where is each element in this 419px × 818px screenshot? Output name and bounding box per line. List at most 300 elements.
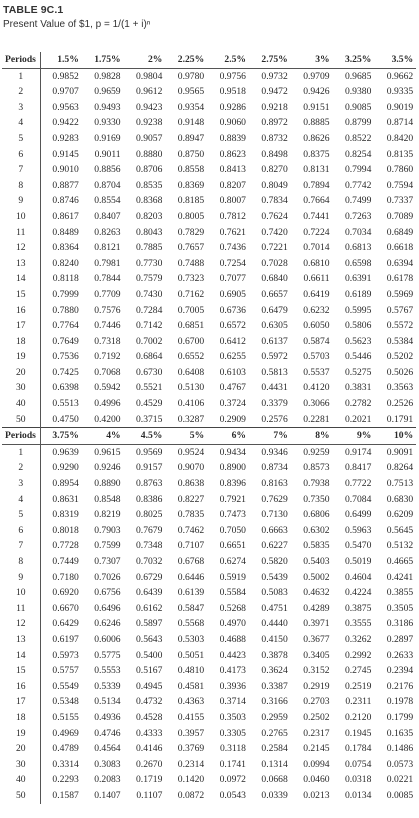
pv-value-cell: 0.6663 [261, 524, 288, 536]
pv-value-cell: 0.7722 [344, 478, 372, 490]
pv-value-cell: 0.8626 [303, 132, 330, 144]
pv-value-cell: 0.8489 [52, 226, 79, 238]
period-number: 40 [2, 772, 40, 788]
pv-value-cell: 0.6756 [94, 587, 121, 599]
rate-header: 4% [82, 428, 124, 445]
pv-value-cell: 0.3379 [261, 398, 288, 410]
table-row [2, 476, 416, 492]
period-number: 9 [2, 570, 40, 586]
pv-value-cell: 0.5002 [303, 571, 330, 583]
pv-value-cell: 0.6050 [303, 320, 330, 332]
pv-value-cell: 0.3677 [303, 633, 330, 645]
pv-value-cell: 0.7579 [136, 273, 163, 285]
pv-value-cell: 0.7981 [94, 257, 121, 269]
pv-value-cell: 0.3262 [344, 633, 372, 645]
table-row [2, 710, 416, 726]
pv-value-cell: 0.6864 [136, 351, 163, 363]
pv-value-cell: 0.2633 [386, 649, 414, 661]
pv-value-cell: 0.2120 [344, 711, 372, 723]
pv-value-cell: 0.9563 [52, 101, 79, 113]
period-number: 12 [2, 240, 40, 256]
pv-value-cell: 0.9148 [177, 117, 205, 129]
pv-value-cell: 0.7441 [303, 210, 330, 222]
pv-value-cell: 0.0213 [303, 789, 330, 801]
pv-value-cell: 0.7077 [219, 273, 246, 285]
pv-value-cell: 0.3166 [261, 696, 288, 708]
period-number: 50 [2, 788, 40, 804]
pv-value-cell: 0.6499 [344, 509, 372, 521]
table-row [2, 396, 416, 412]
pv-value-cell: 0.9804 [136, 70, 163, 82]
rate-header: 2.25% [165, 52, 207, 68]
pv-value-cell: 0.7002 [136, 335, 163, 347]
pv-value-cell: 0.9151 [303, 101, 330, 113]
pv-value-cell: 0.5083 [261, 587, 288, 599]
pv-value-cell: 0.4732 [136, 696, 163, 708]
pv-value-cell: 0.5130 [177, 382, 205, 394]
pv-value-cell: 0.4564 [94, 743, 121, 755]
pv-value-cell: 0.4200 [94, 413, 121, 425]
rate-header: 4.5% [124, 428, 166, 445]
pv-value-cell: 0.4751 [261, 602, 288, 614]
pv-value-cell: 0.9354 [177, 101, 205, 113]
period-number: 7 [2, 538, 40, 554]
pv-value-cell: 0.2782 [344, 398, 372, 410]
table-row [2, 178, 416, 194]
pv-value-cell: 0.5847 [177, 602, 205, 614]
pv-value-cell: 0.2959 [261, 711, 288, 723]
pv-value-cell: 0.5403 [303, 556, 330, 567]
pv-value-cell: 0.9423 [136, 101, 163, 113]
pv-value-cell: 0.9157 [136, 462, 163, 474]
pv-value-cell: 0.5553 [94, 665, 121, 677]
pv-value-cell: 0.9709 [303, 70, 330, 82]
pv-value-cell: 0.9615 [94, 446, 121, 458]
table-row [2, 193, 416, 209]
pv-value-cell: 0.6408 [177, 366, 205, 378]
table-row [2, 147, 416, 163]
pv-value-cell: 0.3936 [219, 680, 246, 692]
pv-value-cell: 0.2293 [52, 774, 79, 786]
pv-value-cell: 0.8554 [94, 195, 121, 207]
pv-value-cell: 0.7032 [136, 556, 163, 567]
period-number: 50 [2, 412, 40, 428]
pv-value-cell: 0.6552 [177, 351, 205, 363]
pv-value-cell: 0.5268 [219, 602, 246, 614]
pv-value-cell: 0.9434 [219, 446, 246, 458]
pv-value-cell: 0.7994 [344, 164, 372, 176]
pv-value-cell: 0.0085 [386, 789, 414, 801]
period-number: 18 [2, 710, 40, 726]
period-number: 1 [2, 444, 40, 460]
pv-value-cell: 0.1407 [94, 789, 121, 801]
pv-value-cell: 0.3971 [303, 618, 330, 630]
table-row [2, 648, 416, 664]
pv-value-cell: 0.5155 [52, 711, 79, 723]
pv-value-cell: 0.2394 [386, 665, 414, 677]
pv-value-cell: 0.3875 [344, 602, 372, 614]
pv-value-cell: 0.3505 [386, 602, 414, 614]
period-number: 6 [2, 523, 40, 539]
pv-value-cell: 0.9145 [52, 148, 79, 160]
pv-value-cell: 0.5400 [136, 649, 163, 661]
pv-value-cell: 0.0668 [261, 774, 288, 786]
rate-header: 1.75% [82, 52, 124, 68]
pv-value-cell: 0.6446 [177, 571, 205, 583]
pv-value-cell: 0.8025 [136, 509, 163, 521]
pv-value-cell: 0.4746 [94, 727, 121, 739]
pv-value-cell: 0.8522 [344, 132, 372, 144]
pv-value-cell: 0.6429 [52, 618, 79, 630]
pv-value-cell: 0.1635 [386, 727, 414, 739]
pv-value-cell: 0.8885 [303, 117, 330, 129]
pv-value-cell: 0.5806 [344, 320, 372, 332]
pv-value-cell: 0.4146 [136, 743, 163, 755]
pv-value-cell: 0.3855 [386, 587, 414, 599]
pv-value-cell: 0.7894 [303, 179, 330, 191]
pv-value-cell: 0.3405 [303, 649, 330, 661]
table-row [2, 585, 416, 601]
table-row [2, 741, 416, 757]
table-row [2, 271, 416, 287]
pv-value-cell: 0.8706 [136, 164, 163, 176]
pv-value-cell: 0.5995 [344, 304, 372, 316]
pv-value-cell: 0.5339 [94, 680, 121, 692]
pv-value-cell: 0.8631 [52, 493, 79, 505]
pv-value-cell: 0.2502 [303, 711, 330, 723]
pv-value-cell: 0.3831 [344, 382, 372, 394]
pv-value-cell: 0.6006 [94, 633, 121, 645]
period-number: 40 [2, 396, 40, 412]
pv-value-cell: 0.8049 [261, 179, 288, 191]
pv-value-cell: 0.8573 [303, 462, 330, 474]
pv-value-cell: 0.9169 [94, 132, 121, 144]
pv-value-cell: 0.4688 [219, 633, 246, 645]
pv-value-cell: 0.9639 [52, 446, 79, 458]
period-number: 5 [2, 507, 40, 523]
pv-value-cell: 0.5874 [303, 335, 330, 347]
table-row [2, 380, 416, 396]
pv-value-cell: 0.5019 [344, 556, 372, 567]
pv-value-cell: 0.8219 [94, 509, 121, 521]
period-number: 17 [2, 694, 40, 710]
period-number: 19 [2, 349, 40, 365]
pv-value-cell: 0.3563 [386, 382, 414, 394]
pv-value-cell: 0.4106 [177, 398, 205, 410]
period-number: 9 [2, 193, 40, 209]
pv-value-cell: 0.7348 [136, 540, 163, 552]
pv-value-cell: 0.7903 [94, 524, 121, 536]
pv-value-cell: 0.9426 [303, 86, 330, 98]
pv-value-cell: 0.2021 [344, 413, 372, 425]
pv-value-cell: 0.7812 [219, 210, 246, 222]
pv-value-cell: 0.8386 [136, 493, 163, 505]
table-row [2, 318, 416, 334]
pv-value-cell: 0.7107 [177, 540, 205, 552]
pv-value-cell: 0.6394 [386, 257, 414, 269]
pv-value-cell: 0.2311 [345, 696, 372, 708]
pv-value-cell: 0.5757 [52, 665, 79, 677]
pv-value-cell: 0.3724 [219, 398, 246, 410]
pv-value-cell: 0.8396 [219, 478, 246, 490]
pv-value-cell: 0.0754 [344, 758, 372, 770]
table-title: TABLE 9C.1 [3, 4, 64, 16]
pv-value-cell: 0.7834 [261, 195, 288, 207]
pv-value-cell: 0.5384 [386, 335, 414, 347]
pv-value-cell: 0.7860 [386, 164, 414, 176]
table-row [2, 679, 416, 695]
table-subtitle: Present Value of $1, p = 1/(1 + i)ⁿ [3, 19, 151, 30]
pv-value-cell: 0.7014 [303, 242, 330, 254]
table-row [2, 100, 416, 116]
pv-value-cell: 0.8121 [94, 242, 121, 254]
pv-value-cell: 0.8856 [94, 164, 121, 176]
period-number: 4 [2, 492, 40, 508]
pv-value-cell: 0.3769 [177, 743, 205, 755]
period-number: 11 [2, 601, 40, 617]
pv-value-cell: 0.4150 [261, 633, 288, 645]
table-row [2, 726, 416, 742]
pv-value-cell: 0.9707 [52, 86, 79, 98]
pv-value-cell: 0.1420 [177, 774, 205, 786]
pv-value-cell: 0.5942 [94, 382, 121, 394]
table-row [2, 507, 416, 523]
period-number: 8 [2, 554, 40, 570]
pv-value-cell: 0.2314 [177, 758, 205, 770]
pv-value-cell: 0.7536 [52, 351, 79, 363]
pv-value-cell: 0.9057 [136, 132, 163, 144]
table-row [2, 303, 416, 319]
pv-value-cell: 0.8043 [136, 226, 163, 238]
period-number: 5 [2, 131, 40, 147]
table-body [2, 52, 416, 804]
pv-value-cell: 0.7446 [94, 320, 121, 332]
pv-value-cell: 0.4529 [136, 398, 163, 410]
pv-value-cell: 0.8947 [177, 132, 205, 144]
table-row [2, 601, 416, 617]
pv-value-cell: 0.9659 [94, 86, 121, 98]
period-number: 20 [2, 365, 40, 381]
pv-value-cell: 0.6851 [177, 320, 205, 332]
pv-value-cell: 0.9569 [136, 446, 163, 458]
pv-value-cell: 0.5969 [386, 288, 414, 300]
pv-value-cell: 0.6255 [219, 351, 246, 363]
pv-value-cell: 0.3314 [52, 758, 79, 770]
periods-header: Periods [2, 428, 40, 445]
pv-value-cell: 0.6657 [261, 288, 288, 300]
pv-value-cell: 0.7430 [136, 288, 163, 300]
pv-value-cell: 0.4423 [219, 649, 246, 661]
pv-value-cell: 0.3957 [177, 727, 205, 739]
pv-value-cell: 0.3287 [177, 413, 205, 425]
pv-value-cell: 0.4241 [386, 571, 414, 583]
pv-value-cell: 0.7594 [386, 179, 414, 191]
pv-value-cell: 0.4120 [303, 382, 330, 394]
rate-header: 3.75% [40, 428, 82, 445]
pv-value-cell: 0.8270 [261, 164, 288, 176]
pv-value-cell: 0.7742 [344, 179, 372, 191]
pv-value-cell: 0.2992 [344, 649, 372, 661]
pv-value-cell: 0.2281 [303, 413, 330, 425]
pv-value-cell: 0.3714 [219, 696, 246, 708]
pv-value-cell: 0.7221 [261, 242, 288, 254]
pv-value-cell: 0.8368 [136, 195, 163, 207]
pv-value-cell: 0.7420 [261, 226, 288, 238]
pv-value-cell: 0.5813 [261, 366, 288, 378]
pv-value-cell: 0.9380 [344, 86, 372, 98]
pv-value-cell: 0.8369 [177, 179, 205, 191]
table-row [2, 570, 416, 586]
pv-value-cell: 0.7028 [261, 257, 288, 269]
pv-value-cell: 0.8558 [177, 164, 205, 176]
period-number: 16 [2, 303, 40, 319]
pv-value-cell: 0.2083 [94, 774, 121, 786]
rate-header: 5% [165, 428, 207, 445]
pv-value-cell: 0.7337 [386, 195, 414, 207]
pv-value-cell: 0.6730 [136, 366, 163, 378]
pv-value-cell: 0.6736 [219, 304, 246, 316]
pv-value-cell: 0.5703 [303, 351, 330, 363]
pv-value-cell: 0.2576 [261, 413, 288, 425]
pv-value-cell: 0.6232 [303, 304, 330, 316]
pv-value-cell: 0.7621 [219, 226, 246, 238]
pv-value-cell: 0.7599 [94, 540, 121, 552]
pv-value-cell: 0.8877 [52, 179, 79, 191]
pv-value-cell: 0.7488 [177, 257, 205, 269]
pv-value-cell: 0.8900 [219, 462, 246, 474]
pv-value-cell: 0.6137 [261, 335, 288, 347]
pv-value-cell: 0.6572 [219, 320, 246, 332]
table-row [2, 554, 416, 570]
pv-value-cell: 0.9565 [177, 86, 205, 98]
period-number: 19 [2, 726, 40, 742]
pv-value-cell: 0.8763 [136, 478, 163, 490]
table-row [2, 632, 416, 648]
pv-value-cell: 0.6670 [52, 602, 79, 614]
pv-value-cell: 0.7026 [94, 571, 121, 583]
pv-value-cell: 0.4155 [177, 711, 205, 723]
pv-value-cell: 0.4789 [52, 743, 79, 755]
pv-value-cell: 0.4224 [344, 587, 372, 599]
pv-value-cell: 0.2145 [303, 743, 330, 755]
pv-value-cell: 0.5973 [52, 649, 79, 661]
pv-value-cell: 0.4969 [52, 727, 79, 739]
pv-value-cell: 0.2526 [386, 398, 414, 410]
period-number: 8 [2, 178, 40, 194]
pv-value-cell: 0.9662 [386, 70, 414, 82]
pv-value-cell: 0.1486 [386, 743, 414, 755]
pv-value-cell: 0.4996 [94, 398, 121, 410]
pv-value-cell: 0.6651 [219, 540, 246, 552]
rate-header: 9% [333, 428, 375, 445]
table-row [2, 209, 416, 225]
pv-value-cell: 0.8746 [52, 195, 79, 207]
pv-value-cell: 0.6830 [386, 493, 414, 505]
pv-value-cell: 0.5897 [136, 618, 163, 630]
table-row [2, 334, 416, 350]
pv-value-cell: 0.3118 [219, 743, 246, 755]
pv-value-cell: 0.7999 [52, 288, 79, 300]
pv-value-cell: 0.4173 [219, 665, 246, 677]
pv-value-cell: 0.8163 [261, 478, 288, 490]
pv-value-cell: 0.5521 [136, 382, 163, 394]
pv-value-cell: 0.4665 [386, 556, 414, 567]
pv-value-cell: 0.7180 [52, 571, 79, 583]
pv-value-cell: 0.9283 [52, 132, 79, 144]
present-value-table [2, 52, 416, 804]
pv-value-cell: 0.4970 [219, 618, 246, 630]
pv-value-cell: 0.9010 [52, 164, 79, 176]
pv-value-cell: 0.4440 [261, 618, 288, 630]
pv-value-cell: 0.8131 [303, 164, 330, 176]
pv-value-cell: 0.4767 [219, 382, 246, 394]
pv-value-cell: 0.5963 [344, 524, 372, 536]
pv-value-cell: 0.5568 [177, 618, 205, 630]
pv-value-cell: 0.1945 [344, 727, 372, 739]
pv-value-cell: 0.1107 [136, 789, 163, 801]
pv-value-cell: 0.3503 [219, 711, 246, 723]
pv-value-cell: 0.4936 [94, 711, 121, 723]
rate-header: 3.5% [374, 52, 416, 68]
pv-value-cell: 0.8375 [303, 148, 330, 160]
pv-value-cell: 0.6849 [386, 226, 414, 238]
pv-value-cell: 0.6439 [136, 587, 163, 599]
pv-value-cell: 0.5537 [303, 366, 330, 378]
pv-value-cell: 0.6618 [386, 242, 414, 254]
pv-value-cell: 0.7162 [177, 288, 205, 300]
pv-value-cell: 0.5549 [52, 680, 79, 692]
period-number: 2 [2, 84, 40, 100]
pv-value-cell: 0.9286 [219, 101, 246, 113]
pv-value-cell: 0.5767 [386, 304, 414, 316]
rate-header: 3% [291, 52, 333, 68]
pv-value-cell: 0.3152 [303, 665, 330, 677]
pv-value-cell: 0.7284 [136, 304, 163, 316]
pv-value-cell: 0.8623 [219, 148, 246, 160]
pv-value-cell: 0.6391 [344, 273, 372, 285]
pv-value-cell: 0.6246 [94, 618, 121, 630]
period-number: 17 [2, 318, 40, 334]
pv-value-cell: 0.7844 [94, 273, 121, 285]
period-number: 3 [2, 476, 40, 492]
pv-value-cell: 0.6806 [303, 509, 330, 521]
pv-value-cell: 0.1587 [52, 789, 79, 801]
pv-value-cell: 0.1978 [386, 696, 414, 708]
pv-value-cell: 0.4810 [177, 665, 205, 677]
pv-value-cell: 0.8420 [386, 132, 414, 144]
rate-header: 10% [374, 428, 416, 445]
pv-value-cell: 0.2765 [261, 727, 288, 739]
pv-value-cell: 0.2584 [261, 743, 288, 755]
pv-value-cell: 0.6305 [261, 320, 288, 332]
pv-value-cell: 0.9238 [136, 117, 163, 129]
periods-header: Periods [2, 52, 40, 68]
pv-value-cell: 0.8617 [52, 210, 79, 222]
pv-value-cell: 0.7764 [52, 320, 79, 332]
pv-value-cell: 0.8714 [386, 117, 414, 129]
table-row [2, 492, 416, 508]
pv-value-cell: 0.2519 [344, 680, 372, 692]
table-row [2, 225, 416, 241]
table-row [2, 240, 416, 256]
period-number: 20 [2, 741, 40, 757]
pv-value-cell: 0.7142 [136, 320, 163, 332]
pv-value-cell: 0.9493 [94, 101, 121, 113]
pv-value-cell: 0.6920 [52, 587, 79, 599]
table-row [2, 68, 416, 84]
pv-value-cell: 0.8207 [219, 179, 246, 191]
pv-value-cell: 0.7254 [219, 257, 246, 269]
